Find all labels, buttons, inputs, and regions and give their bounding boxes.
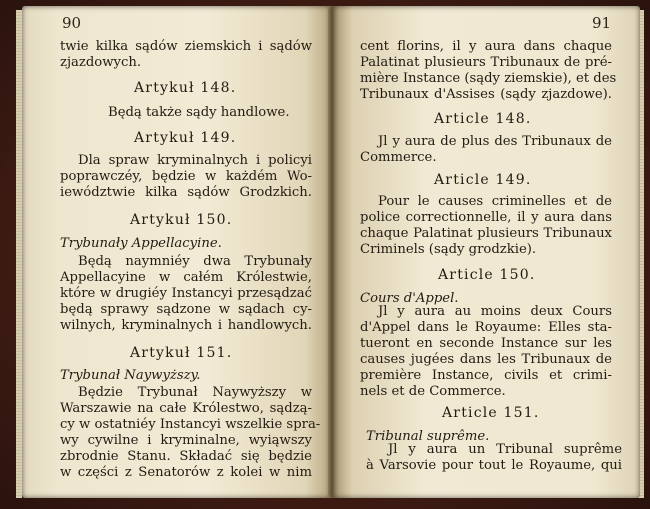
text-line: Appellacyine w całém Królestwie, bbox=[60, 270, 312, 285]
text-line: Będzie Trybunał Naywyższy w bbox=[78, 385, 312, 400]
article-heading: Artykuł 148. bbox=[134, 80, 237, 96]
section-subtitle: Trybunał Naywyższy. bbox=[60, 368, 201, 383]
text-line: Criminels (sądy grodzkie). bbox=[360, 242, 537, 257]
text-line: zjazdowych. bbox=[60, 55, 142, 70]
article-heading: Article 149. bbox=[434, 172, 532, 188]
article-heading: Article 148. bbox=[434, 111, 532, 127]
text-line: iewództwie kilka sądów Grodzkich. bbox=[60, 185, 312, 200]
text-line: wy cywilne i kryminalne, wyiąwszy bbox=[60, 433, 312, 448]
text-line: mière Instance (sądy ziemskie), et des bbox=[360, 71, 617, 86]
text-line: causes jugées dans les Tribunaux de bbox=[360, 352, 612, 367]
text-line: cy w ostatniéy Instancyi wszelkie spra- bbox=[60, 417, 321, 432]
text-line: Jl y aura un Tribunal suprême bbox=[388, 442, 622, 457]
text-line: tueront en seconde Instance sur les bbox=[360, 336, 612, 351]
text-line: d'Appel dans le Royaume: Elles sta- bbox=[360, 320, 612, 335]
text-line: Tribunaux d'Assises (sądy zjazdowe). bbox=[360, 87, 612, 102]
page-number: 90 bbox=[62, 14, 82, 32]
section-subtitle: Cours d'Appel. bbox=[360, 291, 459, 306]
text-line: Commerce. bbox=[360, 150, 437, 165]
text-line: Palatinat plusieurs Tribunaux de pré- bbox=[360, 55, 612, 70]
text-line: które w drugiéy Instancyi przesądzać bbox=[60, 286, 312, 301]
text-line: zbrodnie Stanu. Składać się będzie bbox=[60, 449, 312, 464]
article-heading: Article 151. bbox=[442, 405, 540, 421]
text-line: twie kilka sądów ziemskich i sądów bbox=[60, 39, 312, 54]
text-line: chaque Palatinat plusieurs Tribunaux bbox=[360, 226, 612, 241]
article-heading: Article 150. bbox=[438, 267, 536, 283]
page-number: 91 bbox=[592, 14, 612, 32]
left-page bbox=[22, 6, 330, 498]
text-line: Warszawie na całe Królestwo, sądzą- bbox=[60, 401, 312, 416]
article-heading: Artykuł 149. bbox=[134, 130, 237, 146]
text-line: nels et de Commerce. bbox=[360, 384, 506, 399]
text-line: Będą także sądy handlowe. bbox=[108, 105, 290, 120]
text-line: w części z Senatorów z kolei w nim bbox=[60, 465, 312, 480]
text-line: Pour le causes criminelles et de bbox=[378, 194, 612, 209]
article-heading: Artykuł 150. bbox=[130, 212, 233, 228]
text-line: cent florins, il y aura dans chaque bbox=[360, 39, 612, 54]
text-line: à Varsovie pour tout le Royaume, qui bbox=[366, 458, 622, 473]
text-line: police correctionnelle, il y aura dans bbox=[360, 210, 612, 225]
text-line: Dla spraw kryminalnych i policyi bbox=[78, 153, 312, 168]
section-subtitle: Tribunal suprême. bbox=[366, 429, 490, 444]
section-subtitle: Trybunały Appellacyine. bbox=[60, 236, 222, 251]
text-line: poprawczéy, będzie w każdém Wo- bbox=[60, 169, 312, 184]
text-line: Będą naymniéy dwa Trybunały bbox=[78, 254, 312, 269]
article-heading: Artykuł 151. bbox=[130, 345, 233, 361]
right-page bbox=[334, 6, 640, 498]
text-line: wilnych, kryminalnych i handlowych. bbox=[60, 318, 312, 333]
text-line: première Instance, civils et crimi- bbox=[360, 368, 612, 383]
text-line: Jl y aura au moins deux Cours bbox=[378, 304, 612, 319]
text-line: będą sprawy sądzone w sądach cy- bbox=[60, 302, 312, 317]
text-line: Jl y aura de plus des Tribunaux de bbox=[378, 134, 612, 149]
